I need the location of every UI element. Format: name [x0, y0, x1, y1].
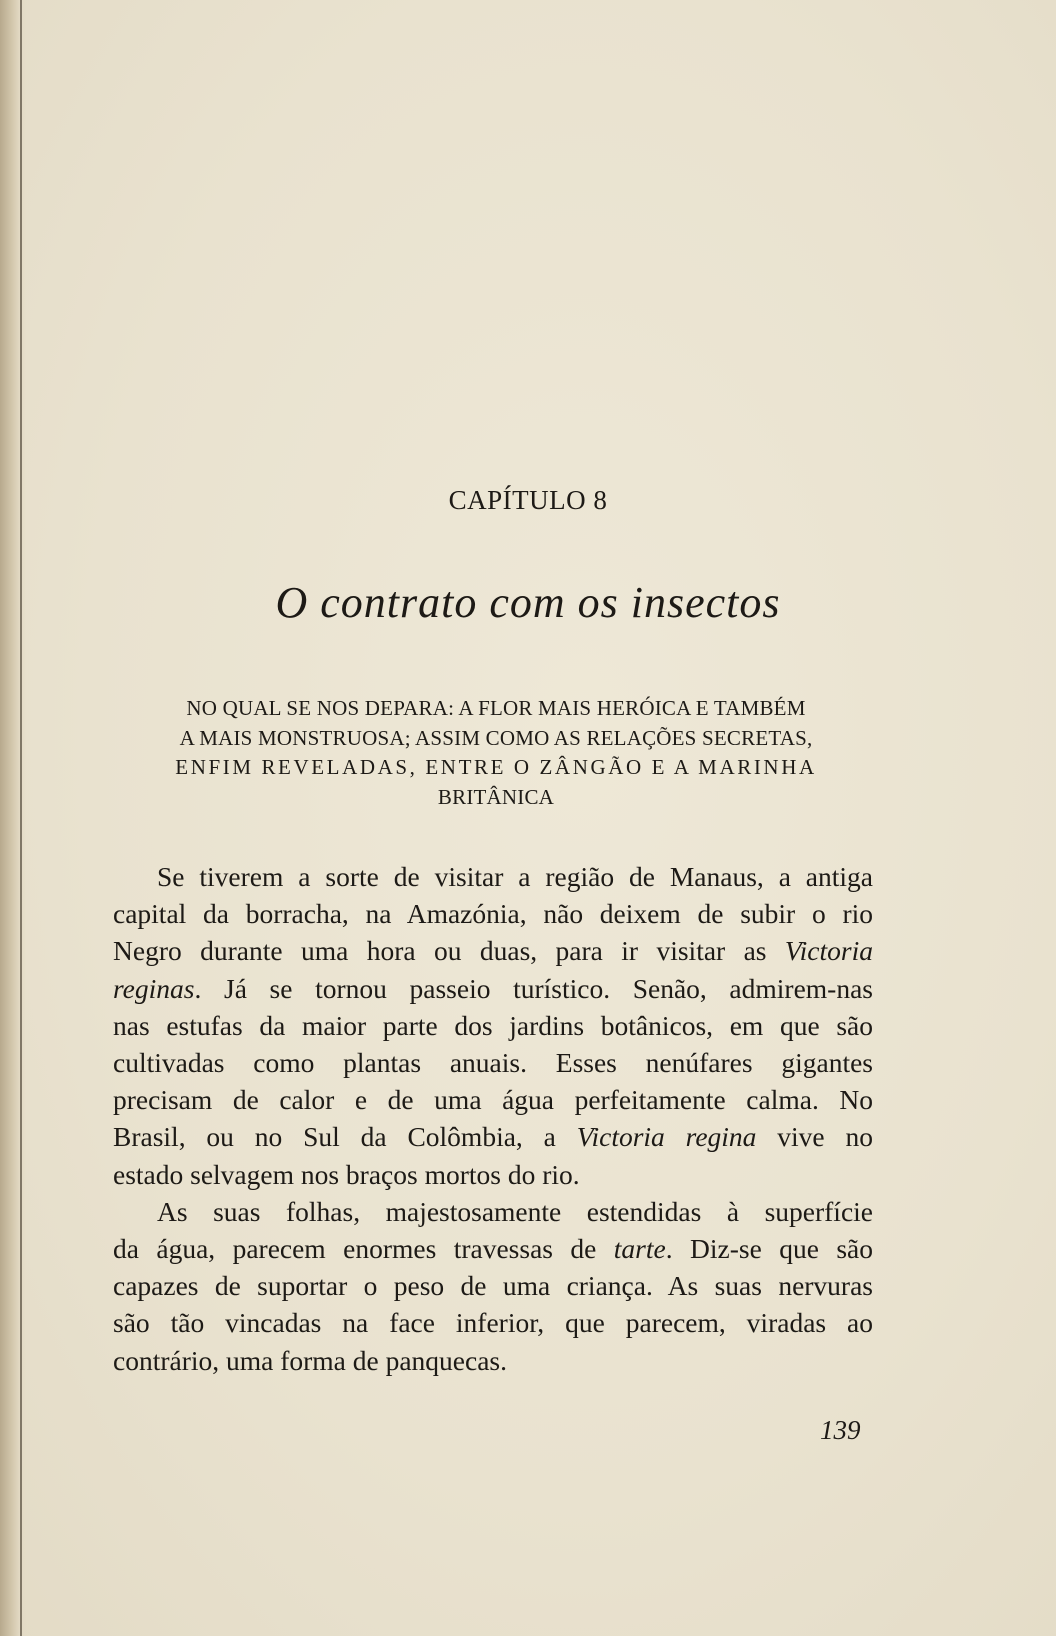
chapter-subtitle — [120, 694, 872, 812]
text-line — [113, 1230, 873, 1267]
subtitle-line: ENFIM REVELADAS, ENTRE O ZÂNGÃO E A MARINHA — [175, 755, 817, 779]
text-line: contrário, uma forma de panquecas. — [113, 1344, 507, 1376]
text-run: Negro durante uma hora ou duas, para ir visitar as — [113, 935, 785, 967]
text-run: da água, parecem enormes travessas de — [113, 1233, 614, 1265]
text-line: nas estufas da maior parte dos jardins botânicos, em que são — [113, 1009, 873, 1041]
italic-run: tarte — [613, 1233, 666, 1265]
text-line: são tão vincadas na face inferior, que parecem, viradas ao — [113, 1307, 873, 1339]
text-run: . Já se tornou passeio turístico. Senão, admirem-nas — [194, 972, 873, 1004]
text-line: Se tiverem a sorte de visitar a região de Manaus, a antiga — [157, 861, 873, 892]
chapter-label: CAPÍTULO 8 — [448, 485, 608, 515]
italic-run: Victoria — [784, 935, 873, 967]
text-line — [113, 1118, 873, 1155]
text-line: cultivadas como plantas anuais. Esses nenúfares gigantes — [113, 1047, 873, 1079]
chapter-title: O contrato com os insectos — [275, 578, 781, 627]
subtitle-line: BRITÂNICA — [437, 784, 555, 809]
text-line: capital da borracha, na Amazónia, não deixem de subir o rio — [113, 898, 873, 930]
subtitle-line: A MAIS MONSTRUOSA; ASSIM COMO AS RELAÇÕES SECRETAS, — [179, 725, 813, 750]
subtitle-line: NO QUAL SE NOS DEPARA: A FLOR MAIS HERÓICA E TAMBÉM — [186, 696, 806, 720]
text-line — [113, 970, 873, 1007]
paragraph-2 — [113, 1193, 873, 1379]
text-run: vive no — [756, 1121, 873, 1153]
text-line — [113, 932, 873, 969]
italic-run: Victoria regina — [576, 1121, 757, 1153]
page-number: 139 — [820, 1415, 861, 1445]
italic-run: reginas — [113, 972, 195, 1004]
text-run: Brasil, ou no Sul da Colômbia, a — [113, 1121, 577, 1153]
body-text — [113, 858, 873, 1379]
text-line: As suas folhas, majestosamente estendidas à superfície — [157, 1195, 873, 1227]
page-spine-shadow — [0, 0, 26, 1636]
paragraph-1 — [113, 858, 873, 1193]
text-line: estado selvagem nos braços mortos do rio. — [113, 1158, 580, 1190]
text-line: precisam de calor e de uma água perfeitamente calma. No — [113, 1084, 873, 1116]
text-run: . Diz-se que são — [665, 1233, 873, 1265]
text-line: capazes de suportar o peso de uma criança. As suas nervuras — [113, 1270, 873, 1302]
page-spine-edge — [20, 0, 22, 1636]
